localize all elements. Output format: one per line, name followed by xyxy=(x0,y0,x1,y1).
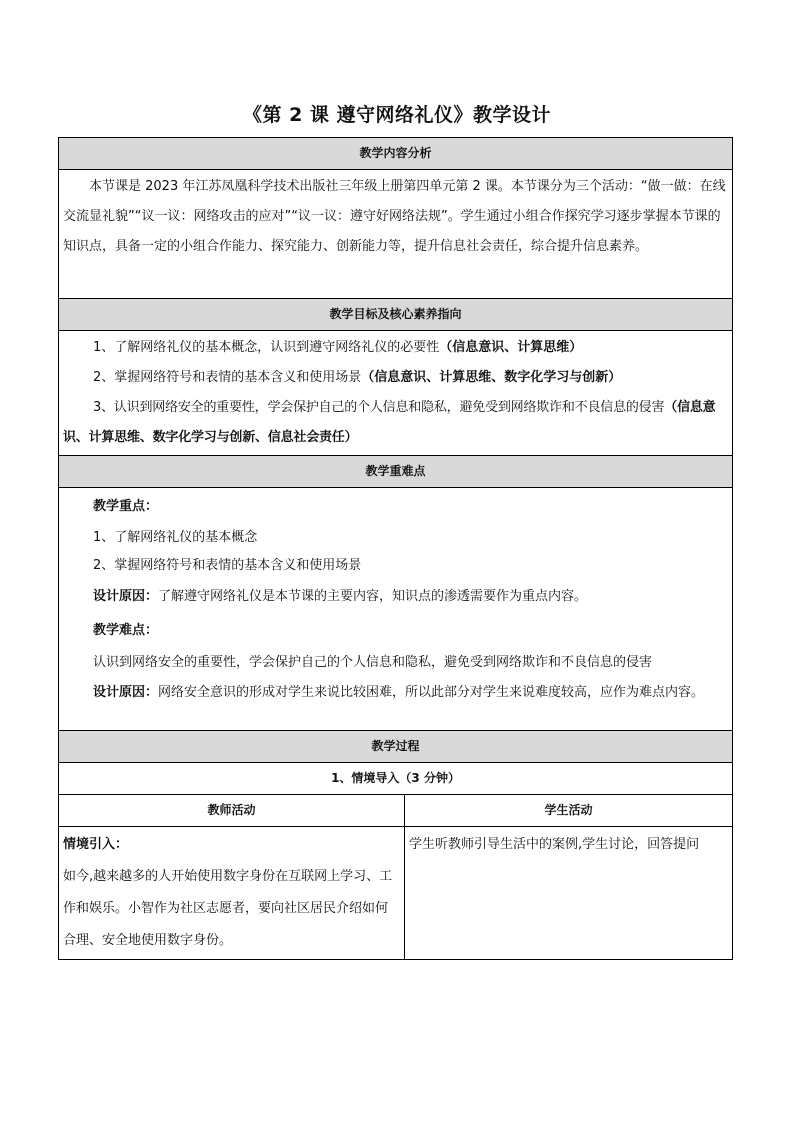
teacher-activity-header: 教师活动 xyxy=(59,795,405,827)
reason-label: 设计原因： xyxy=(93,589,159,604)
key-points-heading: 教学重难点 xyxy=(59,456,733,488)
objective-item xyxy=(63,333,728,363)
objective-tag: （信息意识、计算思维、数字化学习与创新、信息社会责任） xyxy=(63,400,716,445)
process-heading: 教学过程 xyxy=(59,731,733,763)
content-analysis-cell xyxy=(59,170,733,299)
focus-reason xyxy=(63,580,728,614)
section-header-row xyxy=(59,456,733,488)
reason-label: 设计原因： xyxy=(93,685,159,700)
reason-text: 网络安全意识的形成对学生来说比较困难，所以此部分对学生来说难度较高，应作为难点内容。 xyxy=(158,685,705,700)
difficulty-label: 教学难点： xyxy=(93,623,159,638)
focus-item: 2、掌握网络符号和表情的基本含义和使用场景 xyxy=(93,558,362,573)
objective-text: 1、了解网络礼仪的基本概念，认识到遵守网络礼仪的必要性 xyxy=(93,340,440,355)
teacher-activity-label: 情境引入： xyxy=(63,837,129,852)
reason-text: 了解遵守网络礼仪是本节课的主要内容，知识点的渗透需要作为重点内容。 xyxy=(158,589,588,604)
objective-text: 2、掌握网络符号和表情的基本含义和使用场景 xyxy=(93,370,362,385)
section-header-row xyxy=(59,731,733,763)
objectives-cell xyxy=(59,331,733,456)
difficulty-text: 认识到网络安全的重要性，学会保护自己的个人信息和隐私，避免受到网络欺诈和不良信息的侵害 xyxy=(93,655,653,670)
section-header-row xyxy=(59,138,733,170)
difficulty-reason xyxy=(63,678,728,708)
student-activity-cell xyxy=(405,827,733,960)
objective-text: 3、认识到网络安全的重要性，学会保护自己的个人信息和隐私，避免受到网络欺诈和不良信息的侵害 xyxy=(93,400,665,415)
teacher-activity-text: 如今,越来越多的人开始使用数字身份在互联网上学习、工作和娱乐。小智作为社区志愿者，要向社区居民介绍如何合理、安全地使用数字身份。 xyxy=(63,869,393,948)
lesson-plan-table xyxy=(58,137,733,960)
objective-item xyxy=(63,393,728,453)
stage1-title: 1、情境导入（3 分钟） xyxy=(59,763,733,795)
objective-tag: （信息意识、计算思维、数字化学习与创新） xyxy=(361,370,622,385)
objectives-heading: 教学目标及核心素养指向 xyxy=(59,299,733,331)
student-activity-header: 学生活动 xyxy=(405,795,733,827)
content-analysis-heading: 教学内容分析 xyxy=(59,138,733,170)
focus-item: 1、了解网络礼仪的基本概念 xyxy=(93,530,258,545)
objective-tag: （信息意识、计算思维） xyxy=(439,340,583,355)
teacher-activity-cell xyxy=(59,827,405,960)
focus-label: 教学重点： xyxy=(93,499,159,514)
section-header-row xyxy=(59,299,733,331)
student-activity-text: 学生听教师引导生活中的案例,学生讨论，回答提问 xyxy=(409,837,700,852)
key-points-cell xyxy=(59,488,733,731)
objective-item xyxy=(63,363,728,393)
content-analysis-paragraph: 本节课是 2023 年江苏凤凰科学技术出版社三年级上册第四单元第 2 课。本节课分为三个活动：“做一做：在线交流显礼貌”“议一议：网络攻击的应对”“议一议：遵守好网络法规”。学生通过小组合作探究学习逐步掌握本节课的知识点，具备一定的小组合作能力、探究能力、创新能力等，提升信息社会责任，综合提升信息素养。 xyxy=(63,179,726,254)
page-title: 《第 2 课 遵守网络礼仪》教学设计 xyxy=(242,104,552,126)
